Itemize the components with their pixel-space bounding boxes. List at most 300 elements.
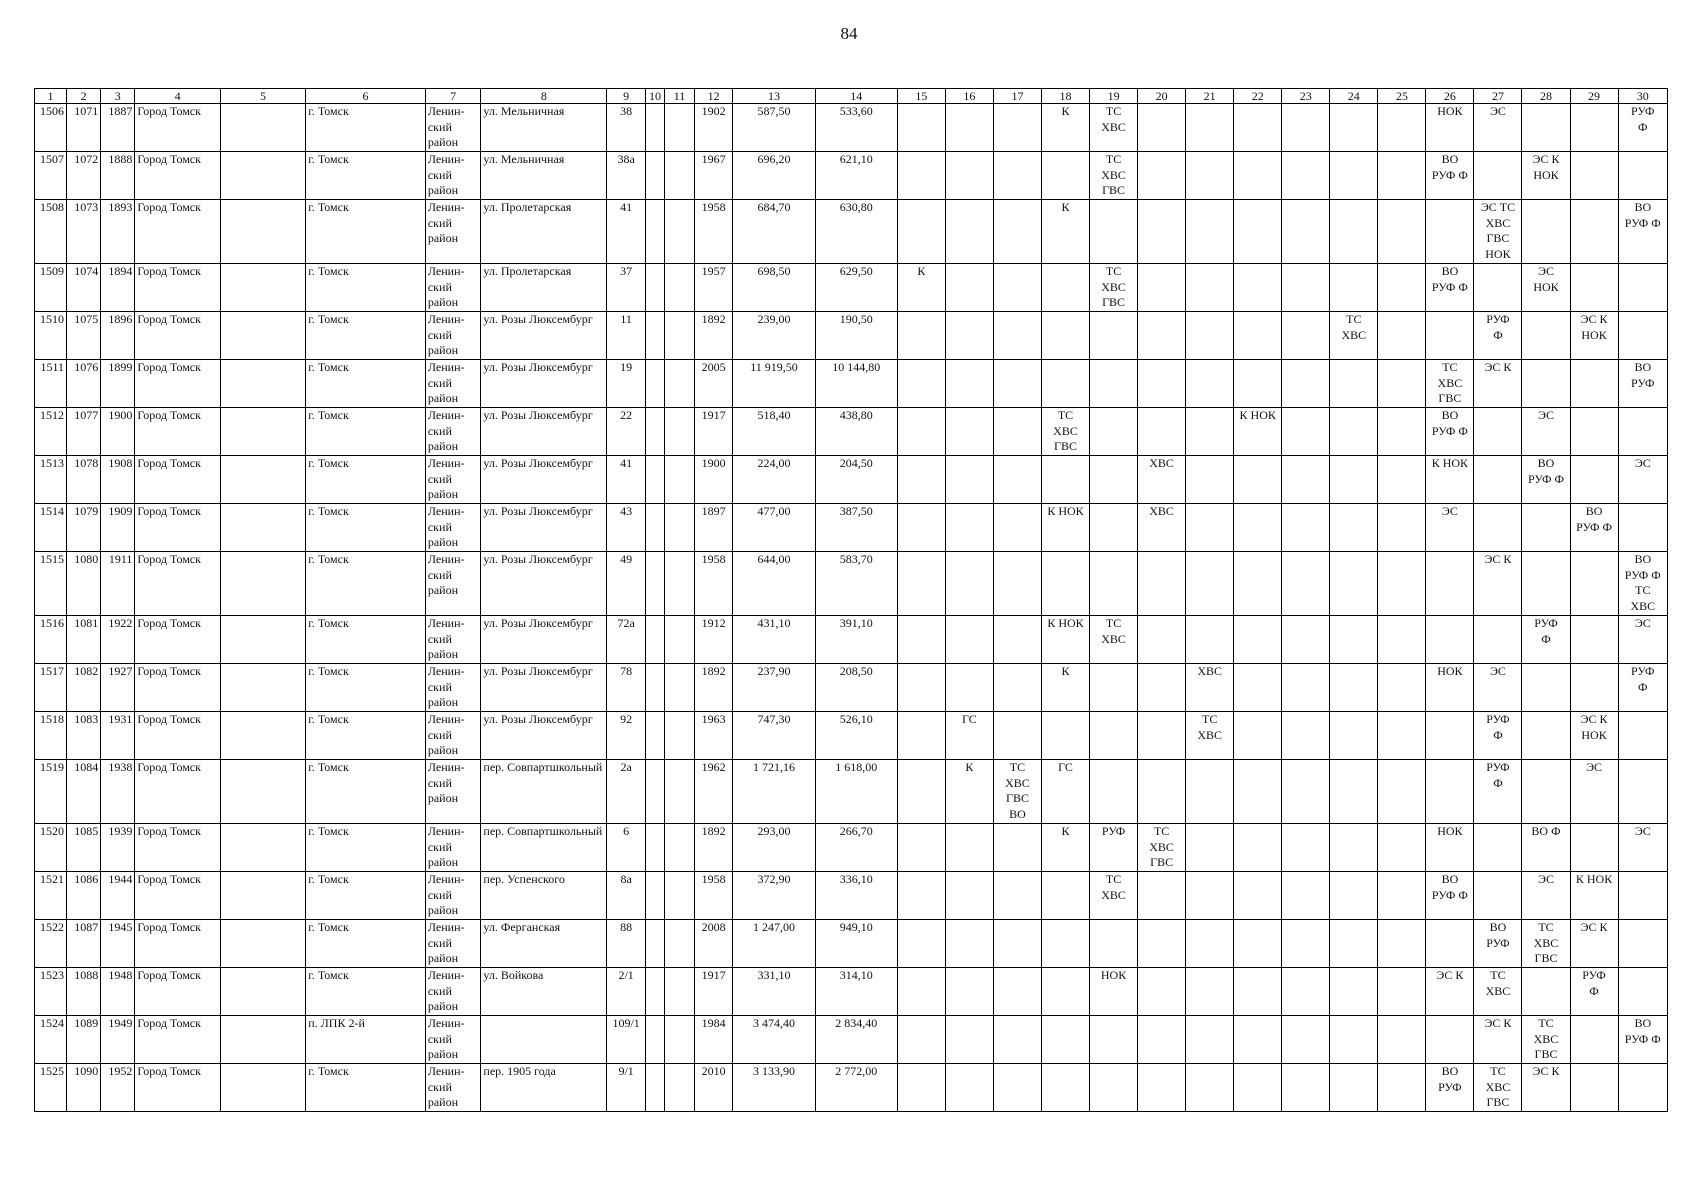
column-header: 8 — [481, 89, 607, 104]
table-cell — [645, 360, 664, 408]
table-cell: пер. 1905 года — [481, 1064, 607, 1112]
table-cell — [1570, 456, 1618, 504]
table-cell: Город Томск — [135, 552, 220, 616]
table-cell: 1083 — [67, 712, 101, 760]
table-cell — [1186, 760, 1234, 824]
table-row — [35, 664, 1668, 712]
table-cell: ВО РУФ Ф — [1426, 152, 1474, 200]
table-cell: РУФ Ф — [1618, 104, 1667, 152]
table-cell — [945, 456, 993, 504]
table-cell — [1234, 1016, 1282, 1064]
table-cell — [1138, 360, 1186, 408]
table-cell — [1138, 104, 1186, 152]
table-cell — [1426, 616, 1474, 664]
table-cell — [1522, 968, 1570, 1016]
table-cell — [1426, 712, 1474, 760]
table-cell — [1138, 1016, 1186, 1064]
table-cell — [1426, 312, 1474, 360]
table-cell: 1958 — [694, 552, 732, 616]
table-cell: г. Томск — [306, 408, 426, 456]
table-cell: 72а — [607, 616, 645, 664]
table-cell — [1234, 264, 1282, 312]
table-cell — [1618, 312, 1667, 360]
table-cell: 1909 — [101, 504, 135, 552]
table-cell: К — [1042, 104, 1090, 152]
table-cell — [945, 872, 993, 920]
table-cell — [665, 408, 695, 456]
table-cell: ВО РУФ Ф — [1426, 264, 1474, 312]
table-cell — [897, 408, 945, 456]
table-cell: 1521 — [35, 872, 67, 920]
table-cell: 629,50 — [815, 264, 897, 312]
table-cell — [1330, 760, 1378, 824]
table-cell: 11 919,50 — [733, 360, 815, 408]
table-cell: 630,80 — [815, 200, 897, 264]
table-cell — [220, 552, 305, 616]
table-cell — [945, 104, 993, 152]
table-row — [35, 104, 1668, 152]
table-cell — [993, 1064, 1041, 1112]
register-table — [34, 88, 1668, 1112]
column-header: 27 — [1474, 89, 1522, 104]
column-header: 21 — [1186, 89, 1234, 104]
table-cell — [1522, 312, 1570, 360]
table-body — [35, 104, 1668, 1112]
table-cell — [1042, 264, 1090, 312]
table-row — [35, 312, 1668, 360]
table-cell — [1282, 200, 1330, 264]
table-cell — [945, 200, 993, 264]
table-cell: 41 — [607, 456, 645, 504]
table-cell — [645, 264, 664, 312]
table-cell: 747,30 — [733, 712, 815, 760]
column-header: 16 — [945, 89, 993, 104]
table-cell — [1282, 824, 1330, 872]
table-cell — [1186, 872, 1234, 920]
table-cell — [1618, 712, 1667, 760]
table-cell — [1234, 456, 1282, 504]
table-cell: ВО РУФ Ф — [1618, 200, 1667, 264]
table-cell — [1378, 872, 1426, 920]
table-cell: 2 772,00 — [815, 1064, 897, 1112]
table-cell — [993, 872, 1041, 920]
table-row — [35, 200, 1668, 264]
table-cell — [1378, 664, 1426, 712]
table-cell — [220, 1016, 305, 1064]
table-cell: 1900 — [101, 408, 135, 456]
table-cell: 1927 — [101, 664, 135, 712]
table-cell — [1330, 456, 1378, 504]
table-cell: пер. Совпартшкольный — [481, 760, 607, 824]
table-cell — [1282, 552, 1330, 616]
table-cell — [1234, 552, 1282, 616]
column-header: 29 — [1570, 89, 1618, 104]
column-header: 2 — [67, 89, 101, 104]
table-cell: К НОК — [1426, 456, 1474, 504]
table-cell — [220, 760, 305, 824]
table-cell: 1510 — [35, 312, 67, 360]
table-cell — [645, 200, 664, 264]
table-cell: 1518 — [35, 712, 67, 760]
table-cell: Ленин- ский район — [425, 552, 481, 616]
table-cell — [1138, 200, 1186, 264]
table-cell: К НОК — [1234, 408, 1282, 456]
table-cell — [993, 360, 1041, 408]
table-cell — [1618, 968, 1667, 1016]
table-cell — [1474, 504, 1522, 552]
table-cell: ЭС К НОК — [1570, 712, 1618, 760]
table-cell: НОК — [1090, 968, 1138, 1016]
table-cell: РУФ Ф — [1618, 664, 1667, 712]
table-cell — [1378, 968, 1426, 1016]
table-cell: 1887 — [101, 104, 135, 152]
table-cell — [1570, 264, 1618, 312]
table-cell — [1282, 712, 1330, 760]
table-cell: 3 133,90 — [733, 1064, 815, 1112]
table-cell — [1234, 920, 1282, 968]
table-row — [35, 872, 1668, 920]
table-cell: Ленин- ский район — [425, 824, 481, 872]
table-cell — [1378, 456, 1426, 504]
table-cell — [993, 264, 1041, 312]
table-cell: 1900 — [694, 456, 732, 504]
table-cell — [220, 264, 305, 312]
table-cell: ЭС К — [1522, 1064, 1570, 1112]
table-cell — [993, 920, 1041, 968]
table-cell: Ленин- ский район — [425, 200, 481, 264]
table-cell — [1426, 552, 1474, 616]
table-cell: ЭС К — [1474, 360, 1522, 408]
table-cell — [1522, 712, 1570, 760]
table-cell — [220, 504, 305, 552]
table-cell: 22 — [607, 408, 645, 456]
table-cell — [665, 968, 695, 1016]
table-cell — [1282, 872, 1330, 920]
table-cell — [1234, 504, 1282, 552]
table-cell: ТС ХВС ГВС — [1522, 920, 1570, 968]
table-cell: ТС ХВС — [1474, 968, 1522, 1016]
table-cell — [1378, 504, 1426, 552]
table-cell — [1378, 200, 1426, 264]
table-cell: Город Томск — [135, 872, 220, 920]
table-cell — [1378, 152, 1426, 200]
table-cell — [1234, 824, 1282, 872]
table-cell — [993, 104, 1041, 152]
table-cell — [1330, 152, 1378, 200]
table-cell — [1378, 312, 1426, 360]
table-cell — [897, 1016, 945, 1064]
table-cell: 1 618,00 — [815, 760, 897, 824]
table-cell: 526,10 — [815, 712, 897, 760]
table-cell — [945, 152, 993, 200]
table-cell — [220, 152, 305, 200]
table-cell — [220, 104, 305, 152]
table-cell: 587,50 — [733, 104, 815, 152]
table-cell: ЭС — [1618, 616, 1667, 664]
table-cell — [665, 1064, 695, 1112]
table-cell: 1512 — [35, 408, 67, 456]
table-cell: 11 — [607, 312, 645, 360]
table-cell: 1952 — [101, 1064, 135, 1112]
table-cell: 43 — [607, 504, 645, 552]
table-cell — [1330, 360, 1378, 408]
table-cell — [1234, 712, 1282, 760]
table-cell: 336,10 — [815, 872, 897, 920]
table-cell: ЭС — [1618, 456, 1667, 504]
table-cell: 38 — [607, 104, 645, 152]
table-cell — [1090, 552, 1138, 616]
table-cell: ЭС — [1570, 760, 1618, 824]
table-cell: Город Томск — [135, 712, 220, 760]
table-cell — [1042, 968, 1090, 1016]
column-header: 3 — [101, 89, 135, 104]
table-cell: 1896 — [101, 312, 135, 360]
column-header: 20 — [1138, 89, 1186, 104]
table-cell: Ленин- ский район — [425, 104, 481, 152]
table-cell — [1186, 1064, 1234, 1112]
table-cell — [1234, 872, 1282, 920]
table-cell — [1186, 504, 1234, 552]
table-cell: ул. Ферганская — [481, 920, 607, 968]
table-cell: 293,00 — [733, 824, 815, 872]
table-cell: 1939 — [101, 824, 135, 872]
table-cell — [897, 1064, 945, 1112]
table-cell: ГС — [1042, 760, 1090, 824]
table-cell: 190,50 — [815, 312, 897, 360]
table-cell: К — [897, 264, 945, 312]
table-cell: ЭС К НОК — [1570, 312, 1618, 360]
table-cell — [1186, 264, 1234, 312]
table-cell — [665, 616, 695, 664]
table-cell: ТС ХВС ГВС — [1042, 408, 1090, 456]
table-cell: ул. Розы Люксембург — [481, 664, 607, 712]
table-cell — [665, 552, 695, 616]
table-cell: 1957 — [694, 264, 732, 312]
table-cell: Ленин- ский район — [425, 264, 481, 312]
table-cell — [1522, 504, 1570, 552]
table-cell: 533,60 — [815, 104, 897, 152]
table-cell — [665, 152, 695, 200]
table-cell: 387,50 — [815, 504, 897, 552]
table-cell — [945, 824, 993, 872]
table-cell — [1378, 408, 1426, 456]
table-cell — [665, 200, 695, 264]
table-cell — [1618, 872, 1667, 920]
table-cell — [1570, 200, 1618, 264]
table-cell — [1522, 360, 1570, 408]
table-cell — [665, 920, 695, 968]
table-row — [35, 552, 1668, 616]
table-cell — [1042, 456, 1090, 504]
table-cell — [993, 200, 1041, 264]
table-cell: ул. Войкова — [481, 968, 607, 1016]
table-cell: РУФ Ф — [1474, 712, 1522, 760]
table-cell: ХВС — [1138, 504, 1186, 552]
table-cell — [993, 408, 1041, 456]
table-cell: ТС ХВС ГВС — [1090, 264, 1138, 312]
table-cell: ВО РУФ — [1426, 1064, 1474, 1112]
table-cell: 1088 — [67, 968, 101, 1016]
table-cell — [1234, 152, 1282, 200]
table-cell — [1378, 920, 1426, 968]
table-cell: Город Томск — [135, 968, 220, 1016]
table-cell: РУФ Ф — [1474, 312, 1522, 360]
table-cell — [897, 104, 945, 152]
table-cell: Ленин- ский район — [425, 968, 481, 1016]
table-cell — [1378, 824, 1426, 872]
table-cell — [897, 200, 945, 264]
table-cell — [993, 616, 1041, 664]
table-cell: Ленин- ский район — [425, 504, 481, 552]
table-cell — [897, 920, 945, 968]
table-cell — [1090, 312, 1138, 360]
table-cell: Ленин- ский район — [425, 312, 481, 360]
table-cell — [220, 968, 305, 1016]
column-header: 17 — [993, 89, 1041, 104]
table-cell — [1330, 872, 1378, 920]
table-cell: г. Томск — [306, 824, 426, 872]
table-cell: К — [1042, 200, 1090, 264]
table-cell: Город Томск — [135, 1016, 220, 1064]
table-cell: ул. Розы Люксембург — [481, 312, 607, 360]
table-cell: ТС ХВС ГВС — [1426, 360, 1474, 408]
table-cell: ВО РУФ Ф — [1522, 456, 1570, 504]
column-header: 15 — [897, 89, 945, 104]
table-cell — [1282, 920, 1330, 968]
table-cell — [220, 664, 305, 712]
table-cell: 644,00 — [733, 552, 815, 616]
table-cell — [1042, 920, 1090, 968]
table-cell: 1077 — [67, 408, 101, 456]
table-cell: 1911 — [101, 552, 135, 616]
table-cell: 239,00 — [733, 312, 815, 360]
table-cell — [1474, 824, 1522, 872]
table-cell: ул. Розы Люксембург — [481, 456, 607, 504]
table-cell: 1517 — [35, 664, 67, 712]
table-cell: Город Томск — [135, 824, 220, 872]
table-cell: 372,90 — [733, 872, 815, 920]
table-cell — [645, 920, 664, 968]
table-cell: 1515 — [35, 552, 67, 616]
table-cell — [1378, 1016, 1426, 1064]
table-cell: ВО РУФ Ф ТС ХВС — [1618, 552, 1667, 616]
column-header: 13 — [733, 89, 815, 104]
table-cell — [1426, 1016, 1474, 1064]
table-cell: К НОК — [1042, 504, 1090, 552]
table-cell: Город Томск — [135, 664, 220, 712]
table-cell — [945, 360, 993, 408]
table-cell: Город Томск — [135, 456, 220, 504]
table-cell — [1186, 104, 1234, 152]
table-cell: ЭС НОК — [1522, 264, 1570, 312]
table-cell — [1090, 712, 1138, 760]
table-cell — [993, 824, 1041, 872]
table-cell: 19 — [607, 360, 645, 408]
table-cell: ТС ХВС — [1090, 104, 1138, 152]
table-cell: Ленин- ский район — [425, 872, 481, 920]
table-cell: НОК — [1426, 664, 1474, 712]
table-cell — [1570, 664, 1618, 712]
table-cell: ул. Розы Люксембург — [481, 552, 607, 616]
table-cell: 1075 — [67, 312, 101, 360]
table-cell — [897, 824, 945, 872]
table-cell: 1892 — [694, 664, 732, 712]
table-cell: 1912 — [694, 616, 732, 664]
table-cell: 1520 — [35, 824, 67, 872]
table-cell — [1282, 456, 1330, 504]
table-cell — [1570, 616, 1618, 664]
table-cell: г. Томск — [306, 504, 426, 552]
table-cell: ВО РУФ Ф — [1570, 504, 1618, 552]
table-cell: 698,50 — [733, 264, 815, 312]
table-cell — [1330, 616, 1378, 664]
table-cell: пер. Совпартшкольный — [481, 824, 607, 872]
table-cell: 1945 — [101, 920, 135, 968]
table-row — [35, 408, 1668, 456]
table-cell — [1330, 664, 1378, 712]
table-cell: 1984 — [694, 1016, 732, 1064]
table-cell: ВО РУФ Ф — [1618, 1016, 1667, 1064]
table-cell — [1186, 200, 1234, 264]
table-cell: Ленин- ский район — [425, 920, 481, 968]
table-cell: 1079 — [67, 504, 101, 552]
table-cell — [220, 408, 305, 456]
table-cell: г. Томск — [306, 152, 426, 200]
table-cell: 1902 — [694, 104, 732, 152]
table-cell — [1618, 760, 1667, 824]
table-cell: ВО РУФ Ф — [1426, 408, 1474, 456]
table-cell: 10 144,80 — [815, 360, 897, 408]
table-cell — [945, 504, 993, 552]
header-row — [35, 89, 1668, 104]
table-cell — [1042, 552, 1090, 616]
table-cell: ул. Пролетарская — [481, 200, 607, 264]
table-cell: ХВС — [1138, 456, 1186, 504]
table-cell — [1138, 712, 1186, 760]
table-cell: Город Томск — [135, 360, 220, 408]
table-cell: 1908 — [101, 456, 135, 504]
table-cell: Ленин- ский район — [425, 664, 481, 712]
table-cell — [1282, 664, 1330, 712]
table-cell — [645, 616, 664, 664]
table-cell — [220, 616, 305, 664]
table-cell — [1522, 200, 1570, 264]
table-cell — [1378, 360, 1426, 408]
table-cell — [897, 504, 945, 552]
table-cell — [665, 712, 695, 760]
table-cell: 109/1 — [607, 1016, 645, 1064]
table-cell: К НОК — [1570, 872, 1618, 920]
table-cell — [1186, 360, 1234, 408]
table-cell — [1618, 1064, 1667, 1112]
table-cell: 1072 — [67, 152, 101, 200]
table-cell — [1090, 1016, 1138, 1064]
table-cell: 1513 — [35, 456, 67, 504]
table-cell — [1330, 824, 1378, 872]
table-cell: Город Томск — [135, 152, 220, 200]
table-cell: ТС ХВС — [1330, 312, 1378, 360]
table-cell — [1138, 872, 1186, 920]
table-cell — [945, 1016, 993, 1064]
table-cell: К — [1042, 664, 1090, 712]
table-cell: ТС ХВС ГВС — [1090, 152, 1138, 200]
page-number: 84 — [840, 24, 858, 43]
table-cell — [1522, 760, 1570, 824]
table-cell — [1042, 872, 1090, 920]
table-cell — [1282, 152, 1330, 200]
table-cell: 1507 — [35, 152, 67, 200]
table-cell — [1090, 360, 1138, 408]
